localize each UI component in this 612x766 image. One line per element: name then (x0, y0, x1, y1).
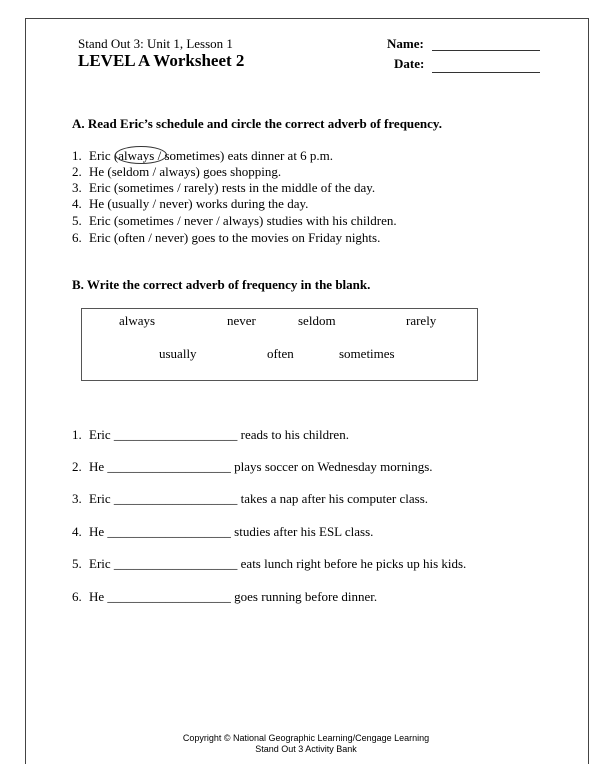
item-number: 6. (72, 589, 82, 604)
section-b-item (72, 556, 466, 572)
item-text: Eric (often / never) goes to the movies on Friday nights. (89, 230, 381, 245)
item-number: 4. (72, 196, 82, 211)
fill-in-blank-text[interactable]: He ___________________ studies after his ESL class. (89, 524, 374, 539)
section-a-item (72, 213, 397, 229)
item-number: 6. (72, 230, 82, 245)
fill-in-blank-text[interactable]: He ___________________ plays soccer on Wednesday mornings. (89, 459, 433, 474)
date-label: Date: (394, 56, 425, 71)
item-number: 1. (72, 148, 82, 163)
item-number: 2. (72, 164, 82, 179)
item-text: He (seldom / always) goes shopping. (89, 164, 282, 179)
section-b-heading: B. Write the correct adverb of frequency in the blank. (72, 277, 371, 292)
section-a-item (72, 196, 308, 212)
fill-in-blank-text[interactable]: He ___________________ goes running before dinner. (89, 589, 378, 604)
section-a-item (72, 148, 333, 164)
item-number: 2. (72, 459, 82, 474)
word-bank-item: often (267, 346, 294, 361)
item-text: He (usually / never) works during the day. (89, 196, 309, 211)
section-b-item (72, 459, 433, 475)
worksheet-title: LEVEL A Worksheet 2 (78, 51, 245, 70)
item-number: 3. (72, 180, 82, 195)
date-field[interactable] (432, 72, 540, 73)
word-bank-item: sometimes (339, 346, 395, 361)
footer-copyright: Copyright © National Geographic Learning/Cengage Learning (182, 733, 430, 743)
fill-in-blank-text[interactable]: Eric ___________________ reads to his children. (89, 427, 349, 442)
section-b-item (72, 524, 373, 540)
word-bank-item: never (227, 313, 256, 328)
item-text: Eric (sometimes / rarely) rests in the middle of the day. (89, 180, 376, 195)
fill-in-blank-text[interactable]: Eric ___________________ eats lunch right before he picks up his kids. (89, 556, 467, 571)
section-a-item (72, 180, 375, 196)
item-number: 3. (72, 491, 82, 506)
word-bank-item: seldom (298, 313, 336, 328)
section-a-item (72, 230, 380, 246)
fill-in-blank-text[interactable]: Eric ___________________ takes a nap after his computer class. (89, 491, 428, 506)
section-b-item (72, 491, 428, 507)
word-bank-item: usually (159, 346, 197, 361)
worksheet-subtitle: Stand Out 3: Unit 1, Lesson 1 (78, 36, 233, 51)
section-b-item (72, 427, 349, 443)
section-b-item (72, 589, 377, 605)
item-text: Eric (always / sometimes) eats dinner at 6 p.m. (89, 148, 334, 163)
item-text: Eric (sometimes / never / always) studies with his children. (89, 213, 397, 228)
word-bank-item: rarely (406, 313, 437, 328)
circled-answer-mark (115, 146, 167, 164)
section-a-heading: A. Read Eric’s schedule and circle the correct adverb of frequency. (72, 116, 442, 131)
item-number: 5. (72, 556, 82, 571)
item-number: 5. (72, 213, 82, 228)
item-number: 4. (72, 524, 82, 539)
name-field[interactable] (432, 50, 540, 51)
item-number: 1. (72, 427, 82, 442)
section-a-item (72, 164, 281, 180)
footer-source: Stand Out 3 Activity Bank (255, 744, 357, 754)
word-bank-item: always (119, 313, 156, 328)
name-label: Name: (387, 36, 424, 51)
